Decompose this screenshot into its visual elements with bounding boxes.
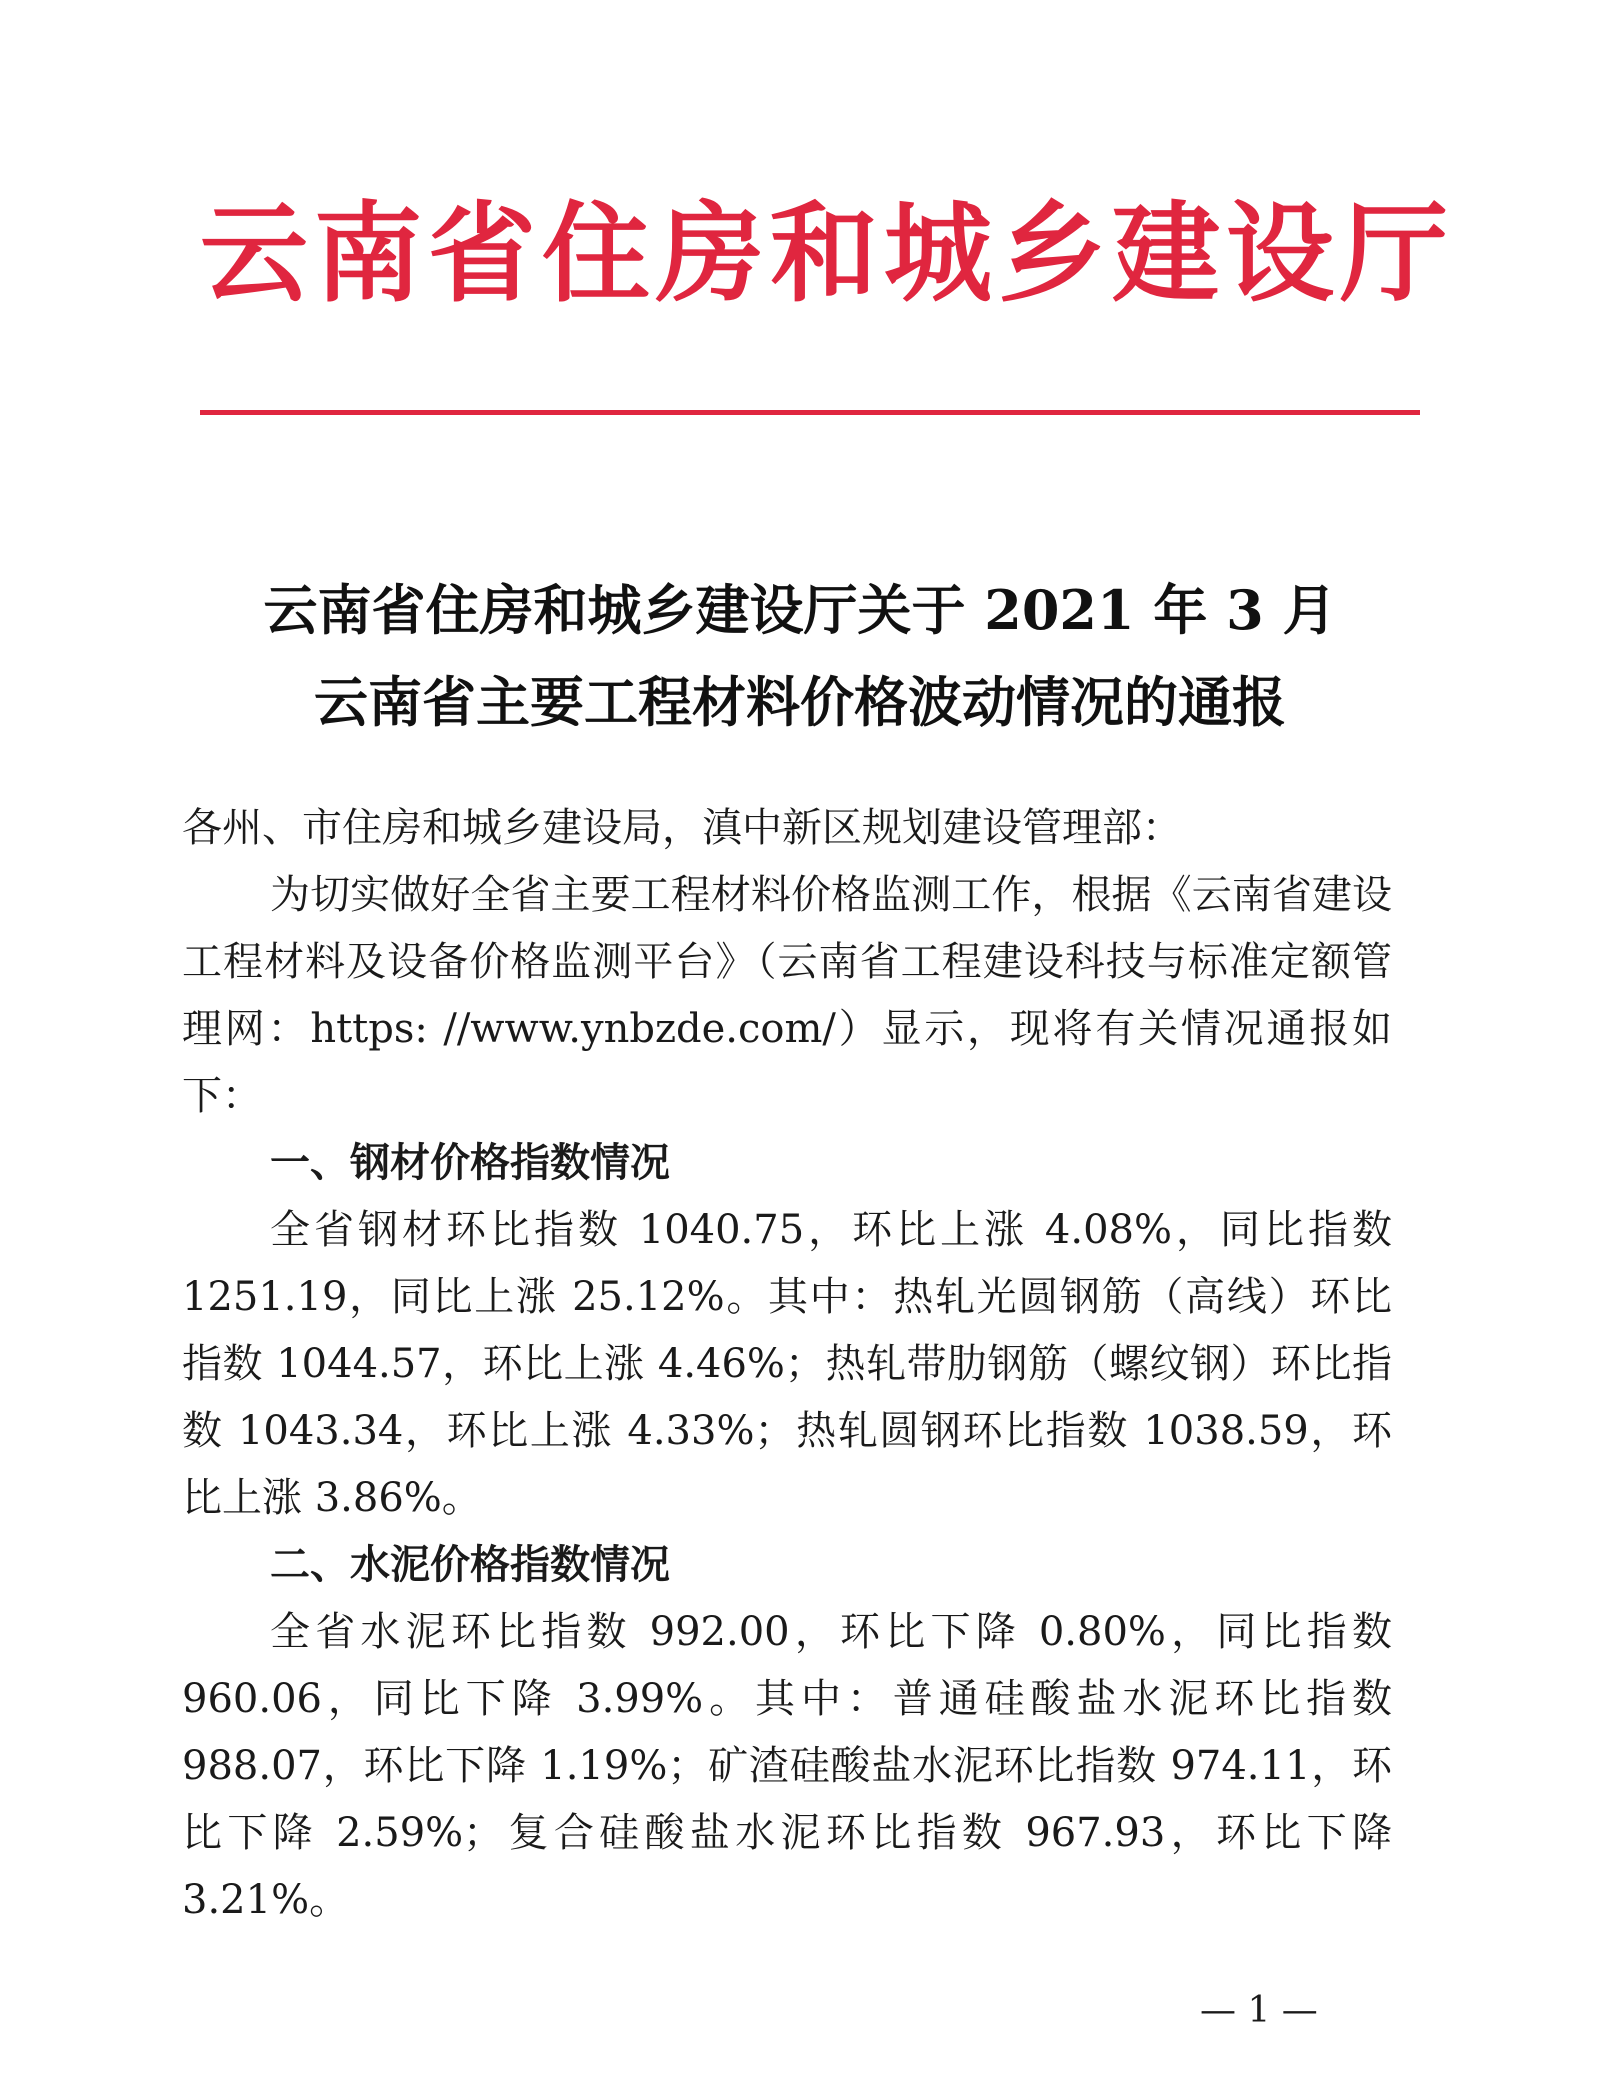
section-heading-steel: 一、钢材价格指数情况 — [270, 1140, 670, 1186]
steel-price-paragraph: 全省钢材环比指数 1040.75，环比上涨 4.08%，同比指数 1251.19，同比上涨 25.12%。其中：热轧光圆钢筋（高线）环比指数 1044.57，环比上涨 4.46%；热轧带肋钢筋（螺纹钢）环比指数 1043.34，环比上涨 4.33%；热轧圆钢环比指数 1038.59，环比上涨 3.86%。 — [182, 1207, 1392, 1521]
letterhead-red-rule — [200, 410, 1420, 415]
document-title-line-2: 云南省主要工程材料价格波动情况的通报 — [314, 670, 1286, 734]
document-title-line-1: 云南省住房和城乡建设厅关于 2021 年 3 月 — [263, 578, 1337, 642]
section-heading-cement: 二、水泥价格指数情况 — [270, 1542, 670, 1588]
page-number: — 1 — — [1200, 1990, 1318, 2031]
intro-paragraph: 为切实做好全省主要工程材料价格监测工作，根据《云南省建设工程材料及设备价格监测平台》（云南省工程建设科技与标准定额管理网：https: //www.ynbzde.com/）显示，现将有关情况通报如下： — [182, 872, 1392, 1119]
cement-price-paragraph: 全省水泥环比指数 992.00，环比下降 0.80%，同比指数 960.06，同比下降 3.99%。其中：普通硅酸盐水泥环比指数 988.07，环比下降 1.19%；矿渣硅酸盐水泥环比指数 974.11，环比下降 2.59%；复合硅酸盐水泥环比指数 967.93，环比下降 3.21%。 — [182, 1609, 1392, 1923]
document-body — [182, 795, 1392, 1934]
agency-letterhead: 云南省住房和城乡建设厅 — [200, 192, 1455, 317]
salutation: 各州、市住房和城乡建设局，滇中新区规划建设管理部： — [182, 805, 1182, 851]
